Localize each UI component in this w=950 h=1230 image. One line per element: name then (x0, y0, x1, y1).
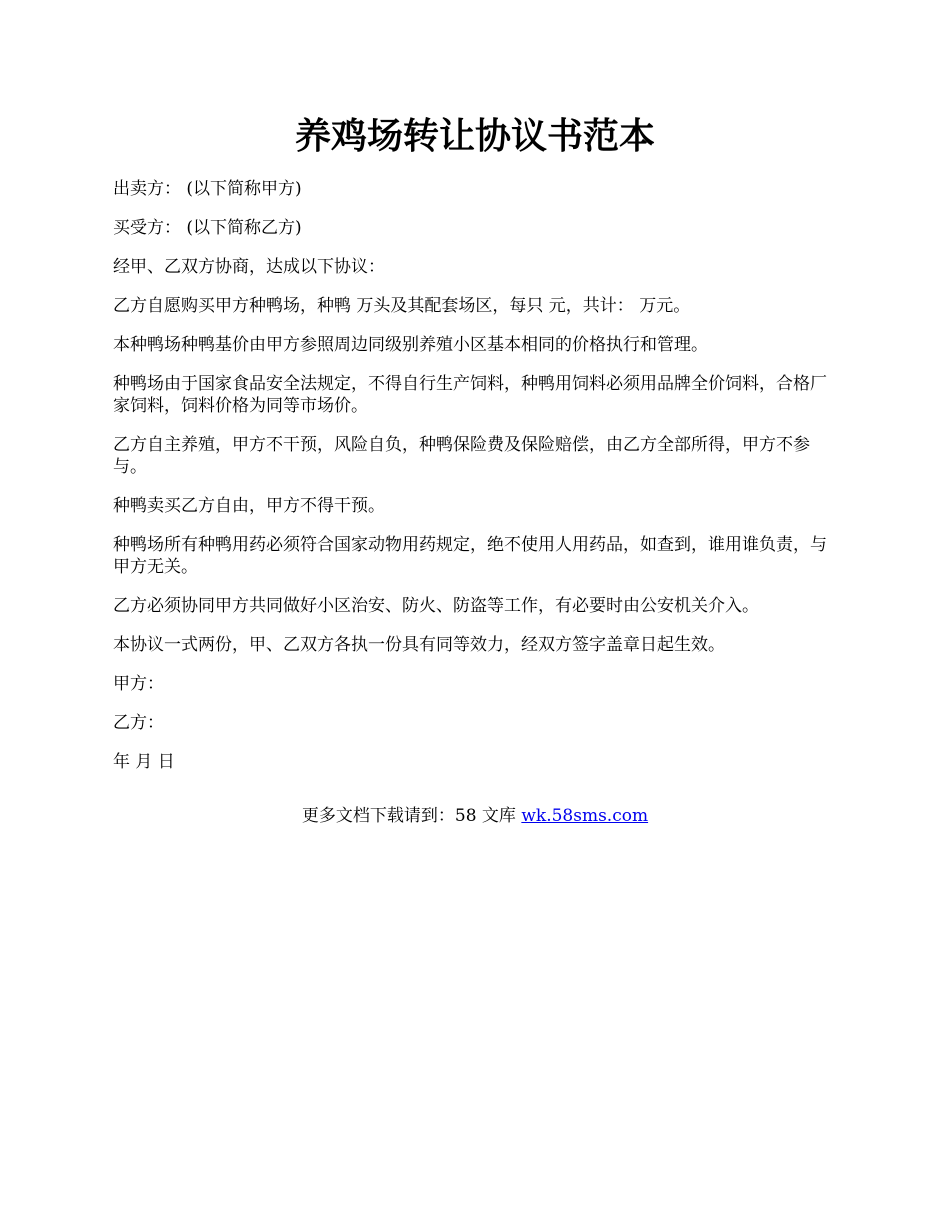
signature-party-a: 甲方： (113, 674, 164, 694)
paragraph-feed-rules: 种鸭场由于国家食品安全法规定，不得自行生产饲料，种鸭用饲料必须用品牌全价饲料，合格厂家饲料，饲料价格为同等市场价。 (113, 374, 827, 416)
paragraph-farming-risk: 乙方自主养殖，甲方不干预，风险自负，种鸭保险费及保险赔偿，由乙方全部所得，甲方不参与。 (113, 435, 810, 477)
paragraph-medicine-rules: 种鸭场所有种鸭用药必须符合国家动物用药规定，绝不使用人用药品，如查到，谁用谁负责，与甲方无关。 (113, 535, 827, 577)
paragraph-copies-validity: 本协议一式两份，甲、乙双方各执一份具有同等效力，经双方签字盖章日起生效。 (113, 635, 725, 655)
document-title: 养鸡场转让协议书范本 (294, 115, 655, 157)
paragraph-buyer: 买受方： (以下简称乙方) (113, 218, 302, 238)
paragraph-agreement-intro: 经甲、乙双方协商，达成以下协议： (113, 257, 385, 277)
signature-party-b: 乙方： (113, 713, 164, 733)
footer-link[interactable]: wk.58sms.com (521, 806, 649, 826)
footer-text: 更多文档下载请到：58 文库 (301, 806, 522, 826)
paragraph-security-duty: 乙方必须协同甲方共同做好小区治安、防火、防盗等工作，有必要时由公安机关介入。 (113, 596, 759, 616)
paragraph-seller: 出卖方： (以下简称甲方) (113, 179, 302, 199)
paragraph-base-price: 本种鸭场种鸭基价由甲方参照周边同级别养殖小区基本相同的价格执行和管理。 (113, 335, 708, 355)
download-footer (0, 804, 950, 828)
paragraph-trading-freedom: 种鸭卖买乙方自由，甲方不得干预。 (113, 496, 385, 516)
paragraph-purchase-terms: 乙方自愿购买甲方种鸭场，种鸭 万头及其配套场区，每只 元，共计： 万元。 (113, 296, 691, 316)
document-body (113, 178, 841, 790)
signature-date: 年 月 日 (113, 752, 175, 772)
